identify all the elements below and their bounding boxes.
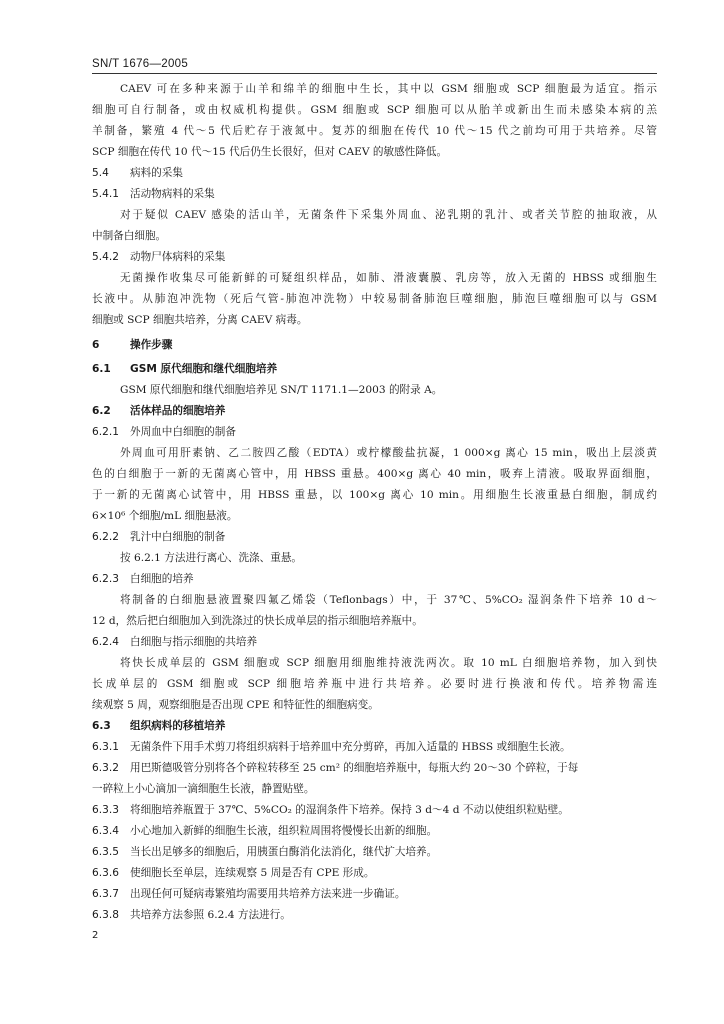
section-heading-6-2-1 (92, 425, 657, 439)
paragraph-line: 长成单层的 GSM 细胞或 SCP 细胞培养瓶中进行共培养。必要时进行换液和传代。培养物需连 (92, 678, 657, 690)
section-heading-6-2 (92, 404, 657, 418)
section-title: 动物尸体病料的采集 (130, 251, 226, 263)
clause-number: 6.3.2 (92, 762, 119, 774)
paragraph-line: 外周血可用肝素钠、乙二胺四乙酸（EDTA）或柠檬酸盐抗凝，1 000×g 离心 15 min，吸出上层淡黄 (120, 447, 657, 459)
section-heading-6-2-4 (92, 635, 657, 649)
section-title: 组织病料的移植培养 (130, 720, 226, 732)
clause-number: 6.3.1 (92, 741, 119, 753)
section-heading-5-4 (92, 166, 657, 180)
section-heading-5-4-1 (92, 187, 657, 201)
paragraph-line: SCP 细胞在传代 10 代～15 代后仍生长很好，但对 CAEV 的敏感性降低。 (92, 146, 448, 158)
paragraph-line: 色的白细胞于一新的无菌离心管中，用 HBSS 重悬。400×g 离心 40 min，吸弃上清液。吸取界面细胞， (92, 468, 657, 480)
clause-6-3-4 (92, 824, 657, 838)
section-title: 活动物病料的采集 (130, 188, 215, 200)
paragraph-line: GSM 原代细胞和继代细胞培养见 SN/T 1171.1—2003 的附录 A。 (120, 384, 443, 396)
paragraph-line: 细胞或 SCP 细胞共培养，分离 CAEV 病毒。 (92, 314, 308, 326)
paragraph-line: 于一新的无菌离心试管中，用 HBSS 重悬，以 100×g 离心 10 min。用细胞生长液重悬白细胞，制成约 (92, 489, 657, 501)
clause-number: 6.3.8 (92, 909, 119, 921)
paragraph-line: 细胞可自行制备，或由权威机构提供。GSM 细胞或 SCP 细胞可以从胎羊或新出生而未感染本病的羔 (92, 104, 657, 116)
paragraph-line: CAEV 可在多种来源于山羊和绵羊的细胞中生长，其中以 GSM 细胞或 SCP 细胞最为适宜。指示 (120, 83, 657, 95)
paragraph-line: 将快长成单层的 GSM 细胞或 SCP 细胞用细胞维持液洗两次。取 10 mL 白细胞培养物，加入到快 (120, 657, 657, 669)
clause-text: 使细胞长至单层，连续观察 5 周是否有 CPE 形成。 (130, 867, 375, 879)
section-number: 6 (92, 339, 100, 351)
section-number: 6.3 (92, 720, 111, 732)
clause-number: 6.3.4 (92, 825, 119, 837)
clause-6-3-3 (92, 803, 657, 817)
section-heading-6-1 (92, 362, 657, 376)
clause-6-3-6 (92, 866, 657, 880)
section-heading-6-2-2 (92, 530, 657, 544)
clause-text: 当长出足够多的细胞后，用胰蛋白酶消化法消化，继代扩大培养。 (130, 846, 438, 858)
paragraph-line: 对于疑似 CAEV 感染的活山羊，无菌条件下采集外周血、泌乳期的乳汁、或者关节腔的抽取液，从 (120, 209, 657, 221)
paragraph-line: 长液中。从肺泡冲洗物（死后气管-肺泡冲洗物）中较易制备肺泡巨噬细胞，肺泡巨噬细胞可以与 GSM (92, 293, 657, 305)
clause-text: 共培养方法参照 6.2.4 方法进行。 (130, 909, 291, 921)
standard-number: SN/T 1676—2005 (92, 58, 189, 70)
clause-number: 6.3.7 (92, 888, 119, 900)
paragraph-line: 按 6.2.1 方法进行离心、洗涤、重悬。 (120, 552, 303, 564)
section-heading-6-3 (92, 719, 657, 733)
clause-6-3-5 (92, 845, 657, 859)
paragraph-line: 续观察 5 周，观察细胞是否出现 CPE 和特征性的细胞病变。 (92, 699, 379, 711)
section-title: GSM 原代细胞和继代细胞培养 (130, 363, 278, 375)
section-number: 6.1 (92, 363, 111, 375)
clause-6-3-1 (92, 740, 657, 754)
section-title: 病料的采集 (130, 167, 183, 179)
section-title: 乳汁中白细胞的制备 (130, 531, 226, 543)
section-number: 6.2.2 (92, 531, 119, 543)
clause-number: 6.3.6 (92, 867, 119, 879)
clause-number: 6.3.5 (92, 846, 119, 858)
clause-text: 将细胞培养瓶置于 37℃、5%CO₂ 的湿润条件下培养。保持 3 d～4 d 不动以使组织粒贴壁。 (130, 804, 569, 816)
section-title: 操作步骤 (130, 339, 173, 351)
section-number: 5.4.2 (92, 251, 119, 263)
clause-6-3-2 (92, 761, 657, 775)
paragraph-line: 无菌操作收集尽可能新鲜的可疑组织样品，如肺、滑液囊膜、乳房等，放入无菌的 HBSS 或细胞生 (120, 272, 657, 284)
header-rule (92, 73, 657, 74)
clause-number: 6.3.3 (92, 804, 119, 816)
section-number: 6.2.4 (92, 636, 119, 648)
section-title: 外周血中白细胞的制备 (130, 426, 236, 438)
clause-6-3-8 (92, 908, 657, 922)
clause-text: 无菌条件下用手术剪刀将组织病料于培养皿中充分剪碎，再加入适量的 HBSS 或细胞生长液。 (130, 741, 571, 753)
section-number: 6.2.1 (92, 426, 119, 438)
section-number: 6.2.3 (92, 573, 119, 585)
paragraph-line: 12 d，然后把白细胞加入到洗涤过的快长成单层的指示细胞培养瓶中。 (92, 615, 423, 627)
paragraph-line: 羊制备，繁殖 4 代～5 代后贮存于液氮中。复苏的细胞在传代 10 代～15 代之前均可用于共培养。尽管 (92, 125, 657, 137)
clause-text: 用巴斯德吸管分别将各个碎粒转移至 25 cm² 的细胞培养瓶中，每瓶大约 20～30 个碎粒，于每 (130, 762, 579, 774)
paragraph-line: 一碎粒上小心滴加一滴细胞生长液，静置贴壁。 (92, 783, 315, 795)
clause-text: 出现任何可疑病毒繁殖均需要用共培养方法来进一步确证。 (130, 888, 406, 900)
clause-text: 小心地加入新鲜的细胞生长液，组织粒周围将慢慢长出新的细胞。 (130, 825, 438, 837)
section-heading-6 (92, 338, 657, 352)
paragraph-line: 6×10⁶ 个细胞/mL 细胞悬液。 (92, 510, 238, 522)
section-title: 白细胞的培养 (130, 573, 194, 585)
section-heading-5-4-2 (92, 250, 657, 264)
section-number: 6.2 (92, 405, 111, 417)
paragraph-line: 中制备白细胞。 (92, 230, 167, 242)
section-heading-6-2-3 (92, 572, 657, 586)
page-number: 2 (92, 930, 99, 941)
clause-6-3-7 (92, 887, 657, 901)
paragraph-line: 将制备的白细胞悬液置聚四氟乙烯袋（Teflonbags）中，于 37℃、5%CO₂ 湿润条件下培养 10 d～ (120, 594, 657, 606)
section-title: 活体样品的细胞培养 (130, 405, 226, 417)
section-number: 5.4 (92, 167, 109, 179)
section-number: 5.4.1 (92, 188, 119, 200)
section-title: 白细胞与指示细胞的共培养 (130, 636, 258, 648)
